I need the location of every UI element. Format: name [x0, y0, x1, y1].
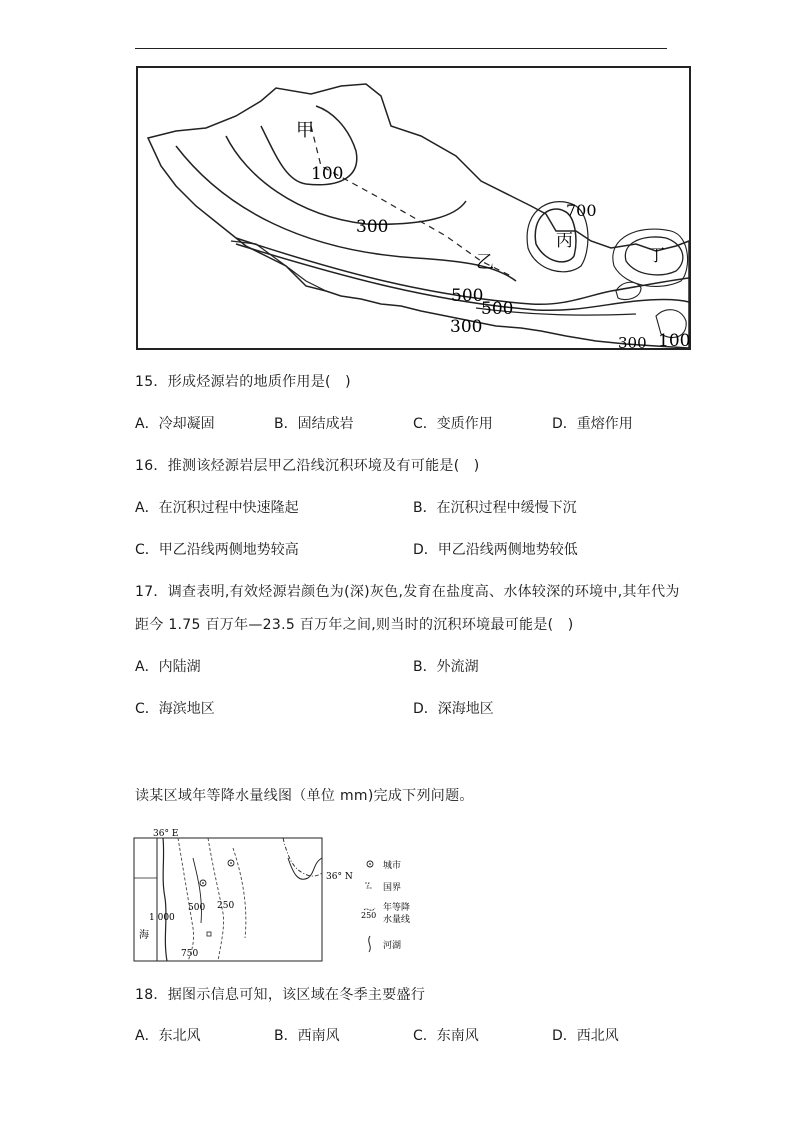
q15-option-b[interactable]: B．固结成岩: [274, 416, 354, 432]
legend-river: 河湖: [383, 941, 402, 951]
q17-option-d[interactable]: D．深海地区: [413, 701, 494, 717]
q16-option-b[interactable]: B．在沉积过程中缓慢下沉: [413, 500, 577, 516]
legend-isoline-number: 250: [361, 911, 377, 920]
label-100-top: 100: [311, 164, 344, 184]
lat-label-36n: 36° N: [326, 872, 353, 882]
q15-option-d[interactable]: D．重熔作用: [552, 416, 633, 432]
isoline-label-750: 750: [181, 949, 199, 959]
q16-stem: 16．推测该烃源岩层甲乙沿线沉积环境及有可能是( ): [135, 458, 480, 474]
q17-option-c[interactable]: C．海滨地区: [135, 701, 215, 717]
label-ding: 丁: [648, 246, 665, 266]
q15-option-a[interactable]: A．冷却凝固: [135, 416, 215, 432]
precipitation-isoline-map: [133, 828, 433, 963]
map-legend: [361, 859, 410, 952]
lon-label-36e: 36° E: [153, 829, 179, 839]
q17-stem-line2: 距今 1.75 百万年—23.5 百万年之间,则当时的沉积环境最可能是( ): [135, 617, 574, 633]
isoline-label-500: 500: [188, 903, 206, 913]
legend-city: 城市: [383, 861, 402, 871]
legend-isoline-line2: 水量线: [383, 915, 411, 925]
q16-option-c[interactable]: C．甲乙沿线两侧地势较高: [135, 542, 299, 558]
q18-option-d[interactable]: D．西北风: [552, 1028, 619, 1044]
label-100-right: 100: [658, 331, 691, 350]
q17-option-a[interactable]: A．内陆湖: [135, 659, 201, 675]
q18-option-b[interactable]: B．西南风: [274, 1028, 340, 1044]
section-intro: 读某区域年等降水量线图（单位 mm)完成下列问题。: [135, 788, 474, 804]
legend-isoline-line1: 年等降: [383, 903, 411, 913]
label-300-right: 300: [618, 334, 647, 350]
q18-option-a[interactable]: A．东北风: [135, 1028, 201, 1044]
legend-border: 国界: [383, 883, 402, 893]
label-jia: 甲: [296, 120, 314, 141]
q16-option-a[interactable]: A．在沉积过程中快速隆起: [135, 500, 299, 516]
q18-stem: 18．据图示信息可知，该区域在冬季主要盛行: [135, 987, 426, 1003]
source-rock-contour-map: [136, 66, 691, 350]
q15-stem: 15．形成烃源岩的地质作用是( ): [135, 374, 351, 390]
q17-stem-line1: 17．调查表明,有效烃源岩颜色为(深)灰色,发育在盐度高、水体较深的环境中,其年代为: [135, 584, 680, 600]
q17-option-b[interactable]: B．外流湖: [413, 659, 479, 675]
label-500-a: 500: [451, 286, 484, 306]
q15-option-c[interactable]: C．变质作用: [413, 416, 493, 432]
header-rule: [135, 48, 667, 49]
label-yi: 乙: [476, 252, 494, 273]
label-300-bot: 300: [450, 317, 483, 337]
label-300-mid: 300: [356, 217, 389, 237]
sea-label: 海: [139, 930, 149, 941]
isoline-label-250: 250: [217, 901, 235, 911]
isoline-label-1000: 1 000: [149, 913, 175, 923]
label-700: 700: [566, 201, 597, 220]
q16-option-d[interactable]: D．甲乙沿线两侧地势较低: [413, 542, 578, 558]
q18-option-c[interactable]: C．东南风: [413, 1028, 479, 1044]
label-500-b: 500: [481, 299, 514, 319]
label-bing: 丙: [556, 231, 573, 251]
